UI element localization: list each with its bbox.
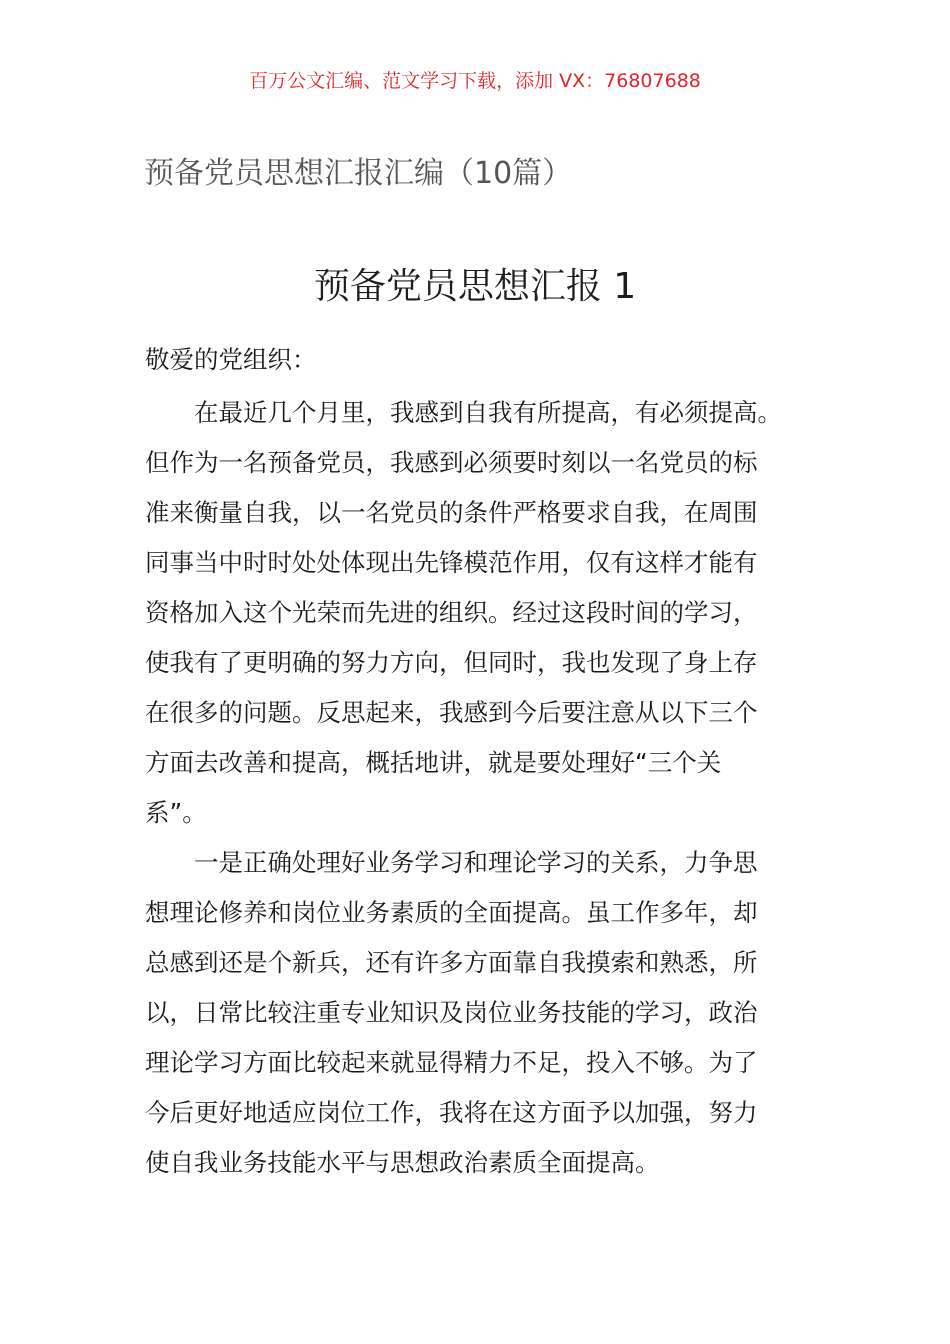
paragraph-line: 今后更好地适应岗位工作，我将在这方面予以加强，努力 <box>145 1098 758 1127</box>
collection-title: 预备党员思想汇报汇编（10篇） <box>144 156 573 191</box>
paragraph-line: 使我有了更明确的努力方向，但同时，我也发现了身上存 <box>145 648 758 677</box>
paragraph-line: 在很多的问题。反思起来，我感到今后要注意从以下三个 <box>145 698 758 727</box>
paragraph-line: 总感到还是个新兵，还有许多方面靠自我摸索和熟悉，所 <box>145 948 758 977</box>
paragraph <box>145 388 805 838</box>
document-body <box>145 388 805 1188</box>
paragraph-line: 理论学习方面比较起来就显得精力不足，投入不够。为了 <box>145 1048 758 1077</box>
paragraph-line: 资格加入这个光荣而先进的组织。经过这段时间的学习， <box>145 598 758 627</box>
paragraph <box>145 838 805 1188</box>
paragraph-line: 但作为一名预备党员，我感到必须要时刻以一名党员的标 <box>145 448 758 477</box>
paragraph-line: 使自我业务技能水平与思想政治素质全面提高。 <box>145 1148 660 1177</box>
report-title: 预备党员思想汇报 1 <box>313 266 637 307</box>
paragraph-line: 同事当中时时处处体现出先锋模范作用，仅有这样才能有 <box>145 548 758 577</box>
paragraph-line: 方面去改善和提高，概括地讲，就是要处理好“三个关 <box>145 748 722 777</box>
paragraph-line: 想理论修养和岗位业务素质的全面提高。虽工作多年，却 <box>145 898 758 927</box>
paragraph-line: 准来衡量自我，以一名党员的条件严格要求自我，在周围 <box>145 498 758 527</box>
paragraph-line: 以，日常比较注重专业知识及岗位业务技能的学习，政治 <box>145 998 758 1027</box>
paragraph-line: 一是正确处理好业务学习和理论学习的关系，力争思 <box>194 848 758 877</box>
paragraph-line: 在最近几个月里，我感到自我有所提高，有必须提高。 <box>194 398 782 427</box>
salutation: 敬爱的党组织： <box>145 345 317 374</box>
watermark-banner: 百万公文汇编、范文学习下载，添加 VX：76807688 <box>249 70 701 92</box>
paragraph-line: 系”。 <box>145 798 207 827</box>
